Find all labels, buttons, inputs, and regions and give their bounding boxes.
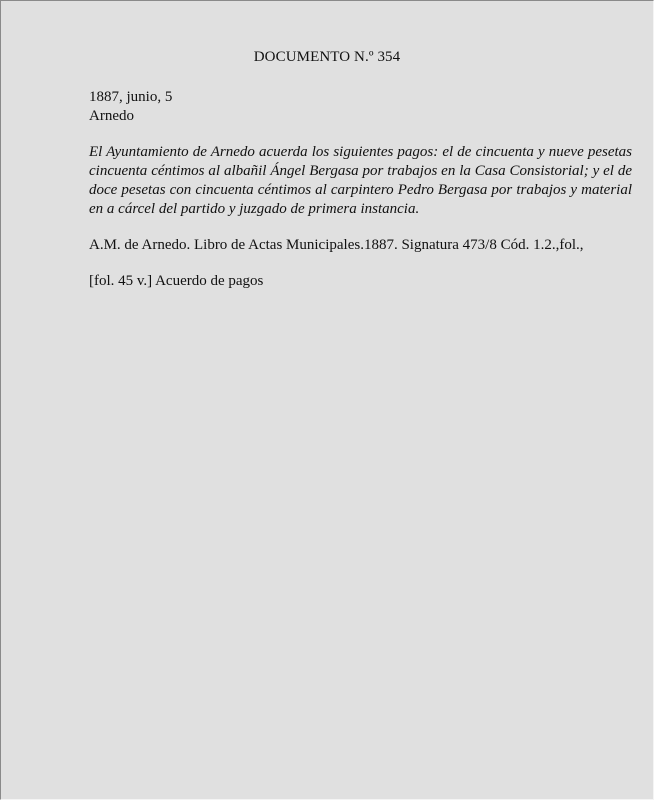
- document-summary: El Ayuntamiento de Arnedo acuerda los siguientes pagos: el de cincuenta y nueve pesetas cincuenta céntimos al albañil Ángel Bergasa por trabajos en la Casa Consistorial; y el de doce pesetas con cincuenta céntimos al carpintero Pedro Bergasa por trabajos y material en a cárcel del partido y juzgado de primera instancia.: [89, 144, 632, 217]
- document-place: Arnedo: [89, 108, 134, 124]
- folio-heading: [fol. 45 v.] Acuerdo de pagos: [89, 273, 264, 289]
- document-body: [89, 88, 632, 291]
- document-source: A.M. de Arnedo. Libro de Actas Municipales.1887. Signatura 473/8 Cód. 1.2.,fol.,: [89, 237, 584, 253]
- document-date: 1887, junio, 5: [89, 89, 173, 105]
- document-title: DOCUMENTO N.º 354: [253, 49, 401, 65]
